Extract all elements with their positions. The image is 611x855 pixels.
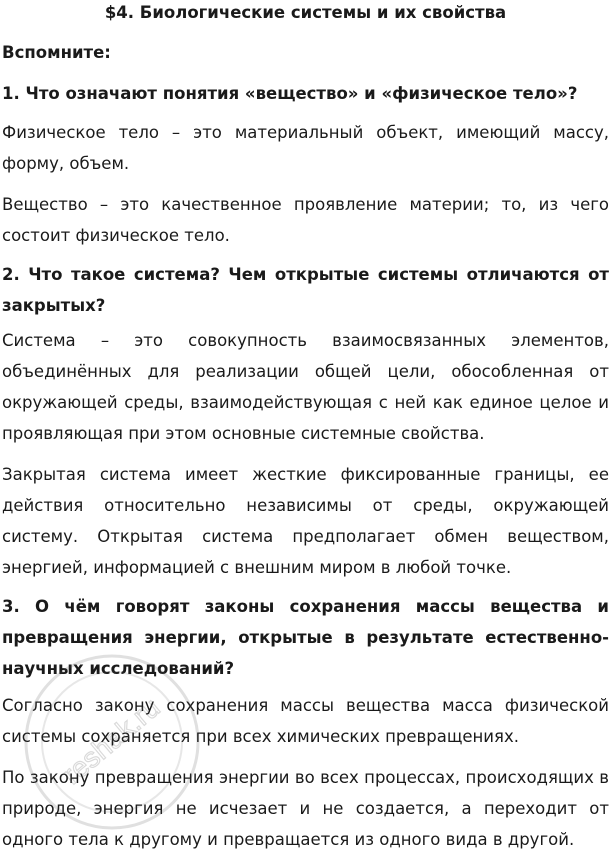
qa-item-1 — [2, 78, 609, 251]
page-title: $4. Биологические системы и их свойства — [104, 3, 507, 22]
answer-3-2: По закону превращения энергии во всех процессах, происходящих в природе, энергия не исчезает и не создается, а переходит от одного тела к другому и превращается из одного вида в другой. — [2, 768, 609, 849]
answer-2-2: Закрытая система имеет жесткие фиксированные границы, ее действия относительно независимы от среды, окружающей систему. Открытая система предполагает обмен веществом, энергией, информацией с внешним миром в любой точке. — [2, 465, 609, 577]
watermark-text: reshak.ru — [56, 691, 166, 791]
qa-item-2 — [2, 259, 609, 583]
document-page — [0, 2, 611, 849]
answer-1-1: Физическое тело – это материальный объект, имеющий массу, форму, объем. — [2, 123, 609, 173]
qa-item-3 — [2, 591, 609, 855]
answer-2-1: Система – это совокупность взаимосвязанных элементов, объединённых для реализации общей цели, обособленная от окружающей среды, взаимодействующая с ней как единое целое и проявляющая при этом основные системные свойства. — [2, 331, 609, 443]
question-2: 2. Что такое система? Чем открытые системы отличаются от закрытых? — [2, 265, 609, 315]
question-3: 3. О чём говорят законы сохранения массы вещества и превращения энергии, открытые в результате естественно-научных исследований? — [2, 597, 609, 678]
question-1: 1. Что означают понятия «вещество» и «физическое тело»? — [2, 84, 578, 103]
answer-3-1: Согласно закону сохранения массы вещества масса физической системы сохраняется при всех химических превращениях. — [2, 696, 609, 746]
answer-1-2: Вещество – это качественное проявление материи; то, из чего состоит физическое тело. — [2, 195, 609, 245]
recall-heading: Вспомните: — [2, 43, 111, 62]
